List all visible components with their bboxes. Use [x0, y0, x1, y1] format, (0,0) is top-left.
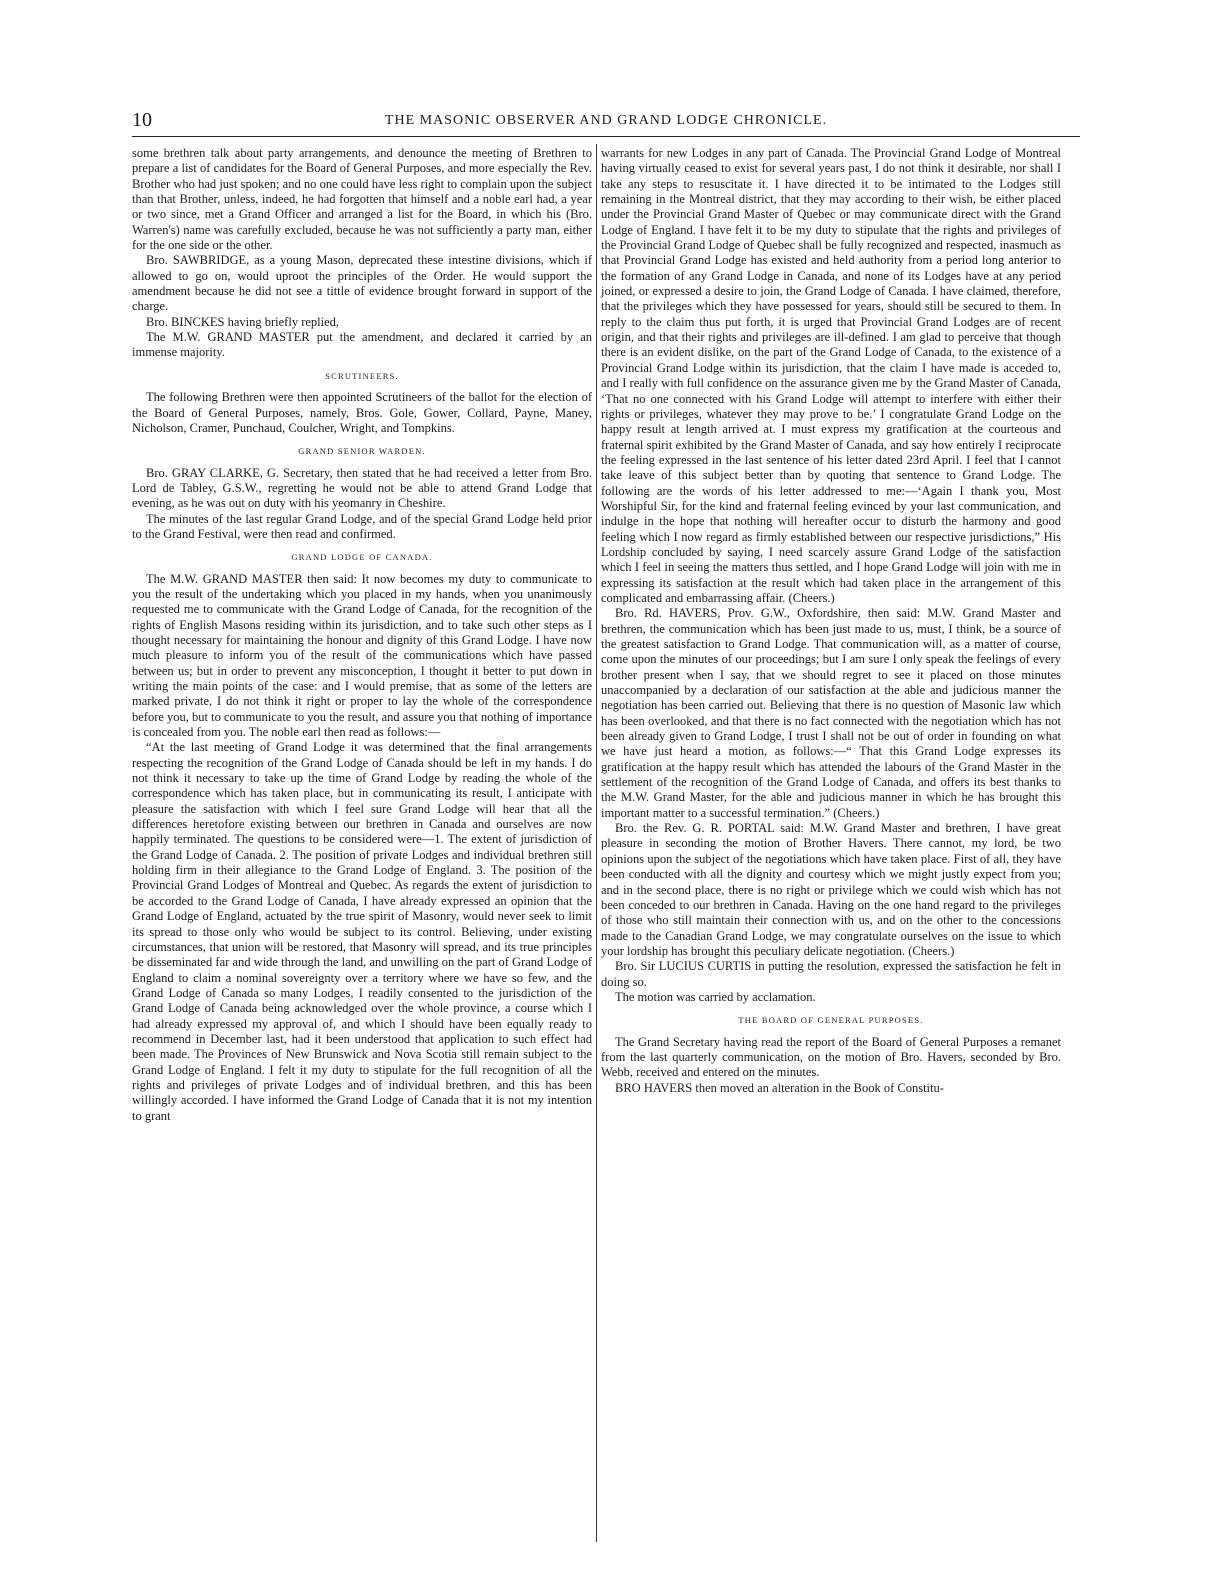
journal-title: THE MASONIC OBSERVER AND GRAND LODGE CHRONICLE.: [384, 113, 828, 128]
paragraph: “At the last meeting of Grand Lodge it was determined that the final arrangements respecting the recognition of the Grand Lodge of Canada should be left in my hands. I do not think it necessary to take up the time of Grand Lodge by reading the whole of the correspondence which has taken place, but in communicating its result, I anticipate with pleasure the satisfaction with which I feel sure Grand Lodge will hear that all the differences heretofore existing between our brethren in Canada and ourselves are now happily terminated. The questions to be considered were—1. The extent of jurisdiction of the Grand Lodge of Canada. 2. The position of private Lodges and individual brethren still holding firm in their allegiance to the Grand Lodge of England. 3. The position of the Provincial Grand Lodges of Montreal and Quebec. As regards the extent of jurisdiction to be accorded to the Grand Lodge of Canada, I have already expressed an opinion that the Grand Lodge of England, actuated by the true spirit of Masonry, would never seek to limit its spread to those only who would be subject to its control. Believing, under existing circumstances, that union will be restored, that Masonry will spread, and its true principles be disseminated far and wide through the land, and unwilling on the part of Grand Lodge of England to claim a nominal sovereignty over a territory where we have so few, and the Grand Lodge of Canada so many Lodges, I readily consented to the jurisdiction of the Grand Lodge of Canada being acknowledged over the whole province, a course which I had already expressed my approval of, and which I should have been equally ready to recommend in December last, had it been understood that application to such effect had been made. The Provinces of New Brunswick and Nova Scotia still remain subject to the Grand Lodge of England. I felt it my duty to stipulate for the full recognition of all the rights and privileges of private Lodges and of individual brethren, and this has been willingly accorded. I have informed the Grand Lodge of Canada that it is not my intention to grant: [132, 740, 592, 1123]
paragraph: BRO HAVERS then moved an alteration in the Book of Constitu-: [615, 1080, 944, 1095]
paragraph: Bro. Sir LUCIUS CURTIS in putting the resolution, expressed the satisfaction he felt in doing so.: [601, 959, 1061, 989]
paragraph: Bro. BINCKES having briefly replied,: [146, 314, 340, 329]
section-heading: SCRUTINEERS.: [325, 370, 399, 381]
left-column: [132, 146, 592, 1124]
section-heading: THE BOARD OF GENERAL PURPOSES.: [738, 1015, 924, 1026]
section-heading: GRAND LODGE OF CANADA.: [291, 552, 433, 563]
paragraph: warrants for new Lodges in any part of Canada. The Provincial Grand Lodge of Montreal having virtually ceased to exist for several years past, I do not think it desirable, nor shall I take any steps to resuscitate it. I have directed it to be intimated to the Lodges still remaining in the Montreal district, that they may according to their wish, be either placed under the Provincial Grand Master of Quebec or may communicate direct with the Grand Lodge of England. I have felt it to be my duty to stipulate that the rights and privileges of the Provincial Grand Lodge of Quebec shall be fully recognized and respected, inasmuch as that Provincial Grand Lodge has existed and held authority from a period long anterior to the formation of any Grand Lodge in Canada, and none of its Lodges have at any period joined, or expressed a desire to join, the Grand Lodge of Canada. I have claimed, therefore, that the privileges which they have possessed for years, should still be secured to them. In reply to the claim thus put forth, it is urged that Provincial Grand Lodges are of recent origin, and that their rights and privileges are ill-defined. I am glad to perceive that though there is an evident dislike, on the part of the Grand Lodge of Canada, to the existence of a Provincial Grand Lodge within its jurisdiction, that the claim I have made is acceded to, and I really with full confidence on the assurance given me by the Grand Master of Canada, ‘That no one connected with his Grand Lodge will attempt to interfere with either their rights or privileges, whatever they may prove to be.’ I congratulate Grand Lodge on the happy result at length arrived at. I must express my gratification at the courteous and fraternal spirit exhibited by the Grand Master of Canada, and say how entirely I reciprocate the feeling expressed in the last sentence of his letter dated 23rd April. I feel that I cannot take leave of this subject better than by quoting that sentence to Grand Lodge. The following are the words of his letter addressed to me:—‘Again I thank you, Most Worshipful Sir, for the kind and fraternal feeling evinced by your last communication, and indulge in the hope that nothing will hereafter occur to disturb the harmony and good feeling which I now regard as firmly established between our respective jurisdictions,” His Lordship concluded by saying, I need scarcely assure Grand Lodge of the satisfaction which I feel in seeing the matters thus settled, and I hope Grand Lodge will join with me in expressing its satisfaction at the result which had taken place in the arrangement of this complicated and embarrassing affair. (Cheers.): [601, 146, 1061, 605]
paragraph: Bro. Rd. HAVERS, Prov. G.W., Oxfordshire, then said: M.W. Grand Master and brethren, the communication which has been just made to us, must, I think, be a source of the greatest satisfaction to Grand Lodge. That communication will, as a matter of course, come upon the minutes of our proceedings; but I am sure I only speak the feelings of every brother present when I say, that we should regret to see it placed on those minutes unaccompanied by a declaration of our satisfaction at the able and judicious manner the negotiation has been carried out. Believing that there is no question of Masonic law which has been overlooked, and that there is no fact connected with the negotiation which has not been already given to Grand Lodge, I trust I shall not be out of order in founding on what we have just heard a motion, as follows:—“ That this Grand Lodge expresses its gratification at the happy result which has attended the labours of the Grand Master in the settlement of the recognition of the Grand Lodge of Canada, and offers its best thanks to the M.W. Grand Master, for the able and judicious manner in which he has brought this important matter to a successful termination.” (Cheers.): [601, 606, 1061, 820]
paragraph: The minutes of the last regular Grand Lodge, and of the special Grand Lodge held prior to the Grand Festival, were then read and confirmed.: [132, 511, 592, 541]
paragraph: The M.W. GRAND MASTER put the amendment, and declared it carried by an immense majority.: [132, 330, 592, 360]
right-column: [601, 146, 1061, 1096]
page-number: 10: [132, 109, 152, 131]
paragraph: Bro. the Rev. G. R. PORTAL said: M.W. Grand Master and brethren, I have great pleasure in seconding the motion of Brother Havers. There cannot, my lord, be two opinions upon the subject of the negotiations which have taken place. First of all, they have been conducted with all the dignity and courtesy which we might justly expect from you; and in the second place, there is no right or privilege which we could wish which has not been conceded to our brethren in Canada. Having on the one hand regard to the privileges of those who still maintain their connection with us, and on the other to the concessions made to the Canadian Grand Lodge, we may congratulate ourselves on the issue to which your lordship has brought this peculiary delicate negotiation. (Cheers.): [601, 821, 1061, 958]
paragraph: The following Brethren were then appointed Scrutineers of the ballot for the election of the Board of General Purposes, namely, Bros. Gole, Gower, Collard, Payne, Maney, Nicholson, Cramer, Punchaud, Coulcher, Wright, and Tompkins.: [132, 390, 592, 435]
paragraph: Bro. SAWBRIDGE, as a young Mason, deprecated these intestine divisions, which if allowed to go on, would uproot the principles of the Order. He would support the amendment because he did not see a tittle of evidence brought forward in support of the charge.: [132, 253, 592, 314]
section-heading: GRAND SENIOR WARDEN.: [298, 446, 426, 457]
paragraph: The motion was carried by acclamation.: [615, 989, 816, 1004]
newspaper-page: [132, 108, 1080, 1123]
paragraph: The M.W. GRAND MASTER then said: It now becomes my duty to communicate to you the result of the undertaking which you placed in my hands, when you unanimously requested me to communicate with the Grand Lodge of Canada, for the recognition of the rights of English Masons residing within its jurisdiction, and to take such other steps as I thought necessary for maintaining the honour and dignity of this Grand Lodge. I have now much pleasure to inform you of the result of the communications which have passed between us; but in order to prevent any misconception, I thought it better to put down in writing the main points of the case: and I would premise, that as some of the letters are marked private, I do not think it right or proper to lay the whole of the correspondence before you, but to communicate to you the result, and assure you that nothing of importance is concealed from you. The noble earl then read as follows:—: [132, 571, 592, 740]
paragraph: Bro. GRAY CLARKE, G. Secretary, then stated that he had received a letter from Bro. Lord de Tabley, G.S.W., regretting he would not be able to attend Grand Lodge that evening, as he was out on duty with his yeomanry in Cheshire.: [132, 465, 592, 511]
running-head: [132, 108, 1080, 137]
paragraph: some brethren talk about party arrangements, and denounce the meeting of Brethren to prepare a list of candidates for the Board of General Purposes, and more especially the Rev. Brother who had just spoken; and no one could have less right to complain upon the subject than that Brother, unless, indeed, he had forgotten that himself and a noble earl had, a year or two since, met a Grand Officer and arranged a list for the Board, in which his (Bro. Warren's) name was carefully excluded, because he was not sufficiently a party man, either for the one side or the other.: [132, 146, 592, 253]
paragraph: The Grand Secretary having read the report of the Board of General Purposes a remanet from the last quarterly communication, on the motion of Bro. Havers, seconded by Bro. Webb, received and entered on the minutes.: [601, 1034, 1061, 1080]
column-rule: [596, 144, 597, 1542]
